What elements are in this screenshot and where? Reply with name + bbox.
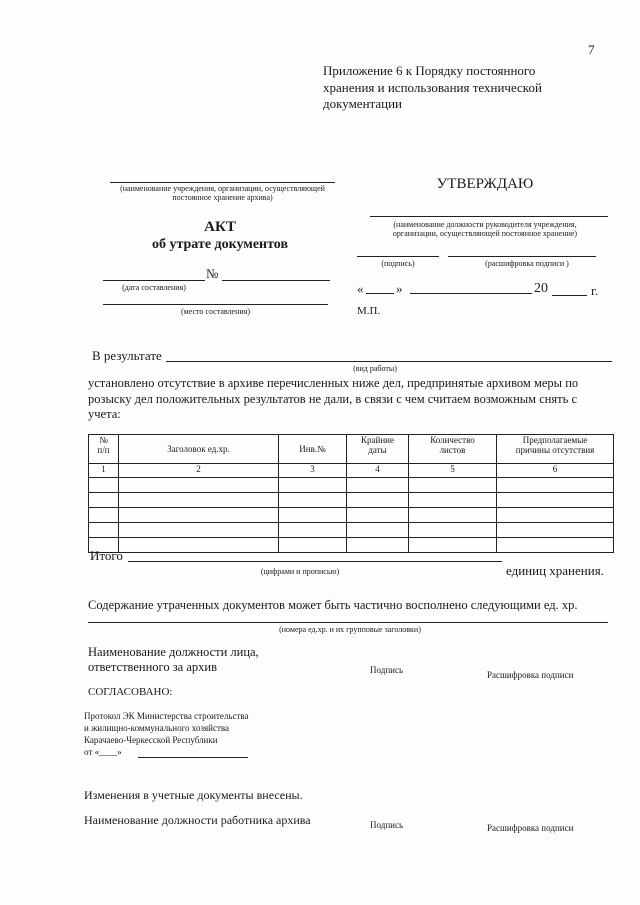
responsible-signature: Подпись [370,665,404,675]
table-cell[interactable] [497,538,614,553]
approve-date-year: 20 [534,281,548,296]
responsible-line-2: ответственного за архив [88,660,217,674]
table-cell[interactable] [279,478,347,493]
header-inventory: Инв.№ [279,435,347,464]
table-row [89,523,614,538]
total-caption: (цифрами и прописью) [260,567,340,576]
table-cell[interactable] [89,478,119,493]
responsible-line-1: Наименование должности лица, [88,645,259,659]
result-label: В результате [92,348,162,363]
table-numbering-row [89,464,614,478]
act-place-caption: (место составления) [181,307,250,316]
header-title: Заголовок ед.хр. [119,435,279,464]
appendix-line-1: Приложение 6 к Порядку постоянного [323,63,536,78]
agreed-title: СОГЛАСОВАНО: [88,686,173,698]
table-cell: 1 [89,464,119,478]
institution-line [110,182,335,183]
table-cell[interactable] [347,508,409,523]
work-type-line [166,361,612,362]
table-cell: 4 [347,464,409,478]
partial-caption: (номера ед.хр. и их групповые заголовки) [279,625,421,634]
total-line [128,561,502,562]
agreed-line-4: от «____» [84,747,122,757]
approve-decoding-line [448,256,596,257]
agreed-line-1: Протокол ЭК Министерства строительства [84,711,249,721]
table-cell[interactable] [409,538,497,553]
table-header-row [89,435,614,464]
header-reasons: Предполагаемые причины отсутствия [497,435,614,464]
table-cell[interactable] [409,478,497,493]
archive-worker-position: Наименование должности работника архива [84,813,311,827]
table-cell: 3 [279,464,347,478]
archive-worker-decoding: Расшифровка подписи [487,823,574,833]
approve-signature-caption: (подпись) [381,259,415,268]
table-cell: 6 [497,464,614,478]
partial-text: Содержание утраченных документов может быть частично восполнено следующими ед. хр. [88,598,578,612]
approve-date-month-line [410,293,532,294]
total-label: Итого [90,548,123,563]
appendix-line-2: хранения и использования технической [323,80,542,95]
paragraph-line-3: учета: [88,407,121,421]
table-cell[interactable] [119,538,279,553]
table-cell[interactable] [409,523,497,538]
table-cell[interactable] [119,478,279,493]
act-number-line [222,280,330,281]
approve-position-line [370,216,608,217]
approve-stamp: М.П. [357,305,381,317]
table-row [89,493,614,508]
lost-documents-table [88,434,614,553]
changes-text: Изменения в учетные документы внесены. [84,788,303,802]
table-cell[interactable] [347,538,409,553]
agreed-date-line [138,757,248,758]
table-cell[interactable] [89,493,119,508]
institution-caption-1: (наименование учреждения, организации, осуществляющей [120,184,325,193]
table-cell[interactable] [347,493,409,508]
table-row [89,478,614,493]
approve-position-caption-2: организации, осуществляющей постоянное хранение) [392,229,578,238]
header-sheets: Количество листов [409,435,497,464]
table-row [89,538,614,553]
act-number-sign: № [206,266,219,281]
table-cell[interactable] [497,508,614,523]
act-title: АКТ [204,219,236,235]
act-date-caption: (дата составления) [122,283,186,292]
paragraph-line-2: розыску дел положительных результатов не дали, в связи с чем считаем возможным снять с [88,392,578,406]
table-cell[interactable] [89,523,119,538]
archive-worker-signature: Подпись [370,820,404,830]
agreed-line-2: и жилищно-коммунального хозяйства [84,723,230,733]
approve-decoding-caption: (расшифровка подписи ) [485,259,569,268]
approve-date-year-suffix: г. [591,283,599,298]
approve-date-close: » [396,281,403,296]
table-cell[interactable] [497,523,614,538]
appendix-line-3: документации [323,96,403,111]
table-cell[interactable] [497,493,614,508]
table-cell[interactable] [279,523,347,538]
table-cell: 2 [119,464,279,478]
responsible-decoding: Расшифровка подписи [487,670,574,680]
approve-title: УТВЕРЖДАЮ [436,176,534,192]
table-cell: 5 [409,464,497,478]
table-cell[interactable] [347,478,409,493]
approve-date-day-line [366,293,394,294]
table-cell[interactable] [279,508,347,523]
act-place-line [103,304,328,305]
table-cell[interactable] [409,508,497,523]
table-cell[interactable] [279,538,347,553]
approve-date-open: « [357,281,364,296]
partial-line [88,622,608,623]
act-date-line [103,280,205,281]
table-cell[interactable] [347,523,409,538]
table-cell[interactable] [279,493,347,508]
table-cell[interactable] [119,493,279,508]
header-dates: Крайние даты [347,435,409,464]
table-cell[interactable] [409,493,497,508]
work-type-caption: (вид работы) [353,364,397,373]
paragraph-line-1: установлено отсутствие в архиве перечисленных ниже дел, предпринятые архивом меры по [88,376,579,390]
table-row [89,508,614,523]
approve-position-caption-1: (наименование должности руководителя учреждения, [393,220,577,229]
table-cell[interactable] [119,508,279,523]
total-suffix: единиц хранения. [506,563,604,578]
table-cell[interactable] [119,523,279,538]
agreed-line-3: Карачаево-Черкесской Республики [84,735,218,745]
table-cell[interactable] [89,508,119,523]
act-subtitle: об утрате документов [151,237,289,252]
approve-date-year-line [552,295,587,296]
table-cell[interactable] [497,478,614,493]
approve-signature-line [357,256,439,257]
header-number: № п/п [89,435,119,464]
page-number: 7 [588,42,595,57]
institution-caption-2: постоянное хранение архива) [172,193,273,202]
